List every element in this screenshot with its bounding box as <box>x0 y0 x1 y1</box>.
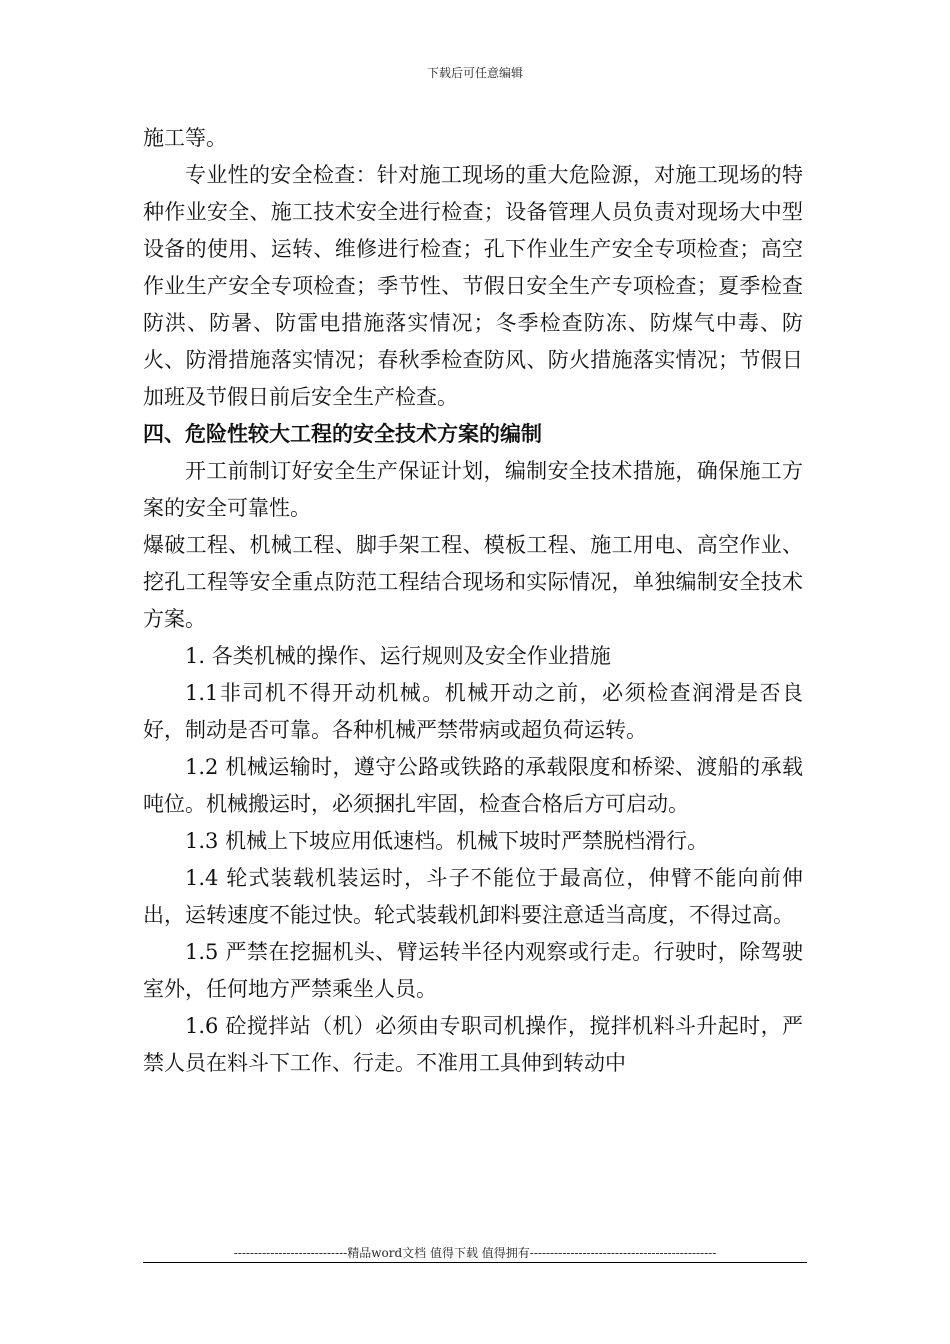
page-header: 下载后可任意编辑 <box>426 66 523 80</box>
clause-1-5: 1.5 严禁在挖掘机头、臂运转半径内观察或行走。行驶时，除驾驶室外，任何地方严禁乘坐人员。 <box>143 940 803 1001</box>
paragraph-safety-plan: 开工前制订好安全生产保证计划，编制安全技术措施，确保施工方案的安全可靠性。 <box>143 459 803 520</box>
paragraph-continuation: 施工等。 <box>143 126 227 150</box>
clause-1-2: 1.2 机械运输时，遵守公路或铁路的承载限度和桥梁、渡船的承载吨位。机械搬运时，必须捆扎牢固，检查合格后方可启动。 <box>143 755 803 816</box>
page-footer: ----------------------------精品word文档 值得下载 值得拥有---------------------------------------------- <box>233 1246 717 1260</box>
clause-1-4: 1.4 轮式装载机装运时，斗子不能位于最高位，伸臂不能向前伸出，运转速度不能过快。轮式装载机卸料要注意适当高度，不得过高。 <box>143 866 803 927</box>
document-body <box>143 120 803 1082</box>
section-heading: 四、危险性较大工程的安全技术方案的编制 <box>143 422 542 446</box>
clause-1-1: 1.1非司机不得开动机械。机械开动之前，必须检查润滑是否良好，制动是否可靠。各种机械严禁带病或超负荷运转。 <box>143 681 803 742</box>
subsection-heading: 1. 各类机械的操作、运行规则及安全作业措施 <box>185 644 611 668</box>
clause-1-6: 1.6 砼搅拌站（机）必须由专职司机操作，搅拌机料斗升起时，严禁人员在料斗下工作、行走。不准用工具伸到转动中 <box>143 1014 803 1075</box>
paragraph-special-inspection: 专业性的安全检查：针对施工现场的重大危险源，对施工现场的特种作业安全、施工技术安全进行检查；设备管理人员负责对现场大中型设备的使用、运转、维修进行检查；孔下作业生产安全专项检查；高空作业生产安全专项检查；季节性、节假日安全生产专项检查；夏季检查防洪、防暑、防雷电措施落实情况；冬季检查防冻、防煤气中毒、防火、防滑措施落实情况；春秋季检查防风、防火措施落实情况；节假日加班及节假日前后安全生产检查。 <box>143 163 803 409</box>
paragraph-key-projects: 爆破工程、机械工程、脚手架工程、模板工程、施工用电、高空作业、挖孔工程等安全重点防范工程结合现场和实际情况，单独编制安全技术方案。 <box>143 533 803 631</box>
clause-1-3: 1.3 机械上下坡应用低速档。机械下坡时严禁脱档滑行。 <box>185 829 709 853</box>
footer-divider <box>143 1262 807 1263</box>
